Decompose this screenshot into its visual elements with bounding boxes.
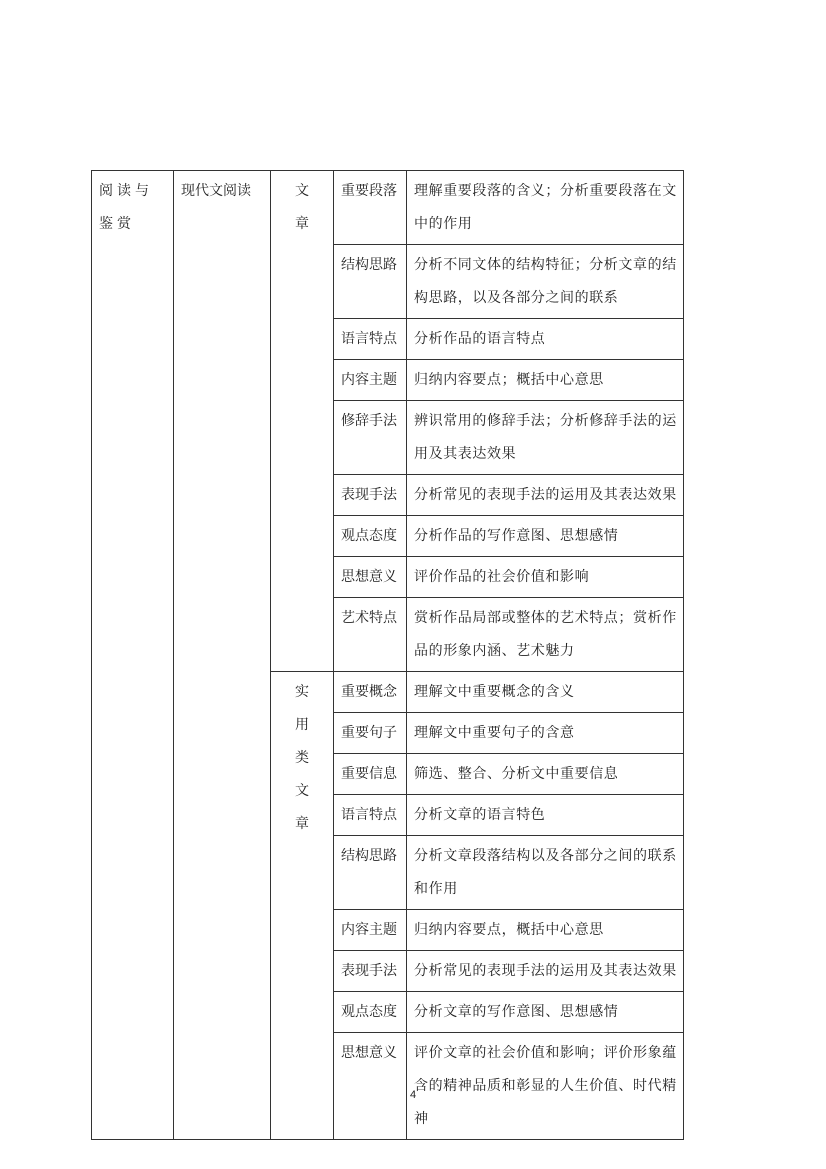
- desc-cell: 筛选、整合、分析文中重要信息: [407, 754, 684, 795]
- desc-cell: 理解重要段落的含义；分析重要段落在文中的作用: [407, 171, 684, 245]
- desc-cell: 分析常见的表现手法的运用及其表达效果: [407, 951, 684, 992]
- desc-cell: 分析不同文体的结构特征；分析文章的结构思路，以及各部分之间的联系: [407, 245, 684, 319]
- module-cell: 现代文阅读: [174, 171, 271, 1140]
- category-label: 实用类文章: [295, 684, 309, 832]
- category-cell-practical: [271, 672, 334, 1140]
- item-cell: 艺术特点: [334, 598, 407, 672]
- desc-cell: 分析作品的写作意图、思想感情: [407, 516, 684, 557]
- desc-cell: 评价文章的社会价值和影响；评价形象蕴含的精神品质和彰显的人生价值、时代精神: [407, 1033, 684, 1140]
- item-cell: 语言特点: [334, 795, 407, 836]
- desc-cell: 理解文中重要句子的含意: [407, 713, 684, 754]
- syllabus-table: [91, 170, 684, 1140]
- item-cell: 观点态度: [334, 992, 407, 1033]
- item-cell: 表现手法: [334, 951, 407, 992]
- desc-cell: 分析常见的表现手法的运用及其表达效果: [407, 475, 684, 516]
- page-number: 4: [409, 1089, 417, 1101]
- item-cell: 修辞手法: [334, 401, 407, 475]
- item-cell: 思想意义: [334, 557, 407, 598]
- desc-cell: 分析文章的写作意图、思想感情: [407, 992, 684, 1033]
- item-cell: 语言特点: [334, 319, 407, 360]
- desc-cell: 分析文章的语言特色: [407, 795, 684, 836]
- desc-cell: 分析文章段落结构以及各部分之间的联系和作用: [407, 836, 684, 910]
- item-cell: 重要句子: [334, 713, 407, 754]
- area-cell: 阅读与鉴赏: [92, 171, 174, 1140]
- category-label: 文章: [295, 183, 309, 232]
- desc-cell: 理解文中重要概念的含义: [407, 672, 684, 713]
- desc-cell: 归纳内容要点；概括中心意思: [407, 360, 684, 401]
- desc-cell: 赏析作品局部或整体的艺术特点；赏析作品的形象内涵、艺术魅力: [407, 598, 684, 672]
- item-cell: 内容主题: [334, 360, 407, 401]
- item-cell: 内容主题: [334, 910, 407, 951]
- category-cell-literary: [271, 171, 334, 672]
- item-cell: 重要信息: [334, 754, 407, 795]
- desc-cell: 辨识常用的修辞手法；分析修辞手法的运用及其表达效果: [407, 401, 684, 475]
- table-row: [92, 171, 684, 245]
- item-cell: 结构思路: [334, 245, 407, 319]
- desc-cell: 归纳内容要点，概括中心意思: [407, 910, 684, 951]
- item-cell: 思想意义: [334, 1033, 407, 1140]
- desc-cell: 评价作品的社会价值和影响: [407, 557, 684, 598]
- desc-cell: 分析作品的语言特点: [407, 319, 684, 360]
- item-cell: 重要段落: [334, 171, 407, 245]
- item-cell: 观点态度: [334, 516, 407, 557]
- item-cell: 重要概念: [334, 672, 407, 713]
- item-cell: 结构思路: [334, 836, 407, 910]
- item-cell: 表现手法: [334, 475, 407, 516]
